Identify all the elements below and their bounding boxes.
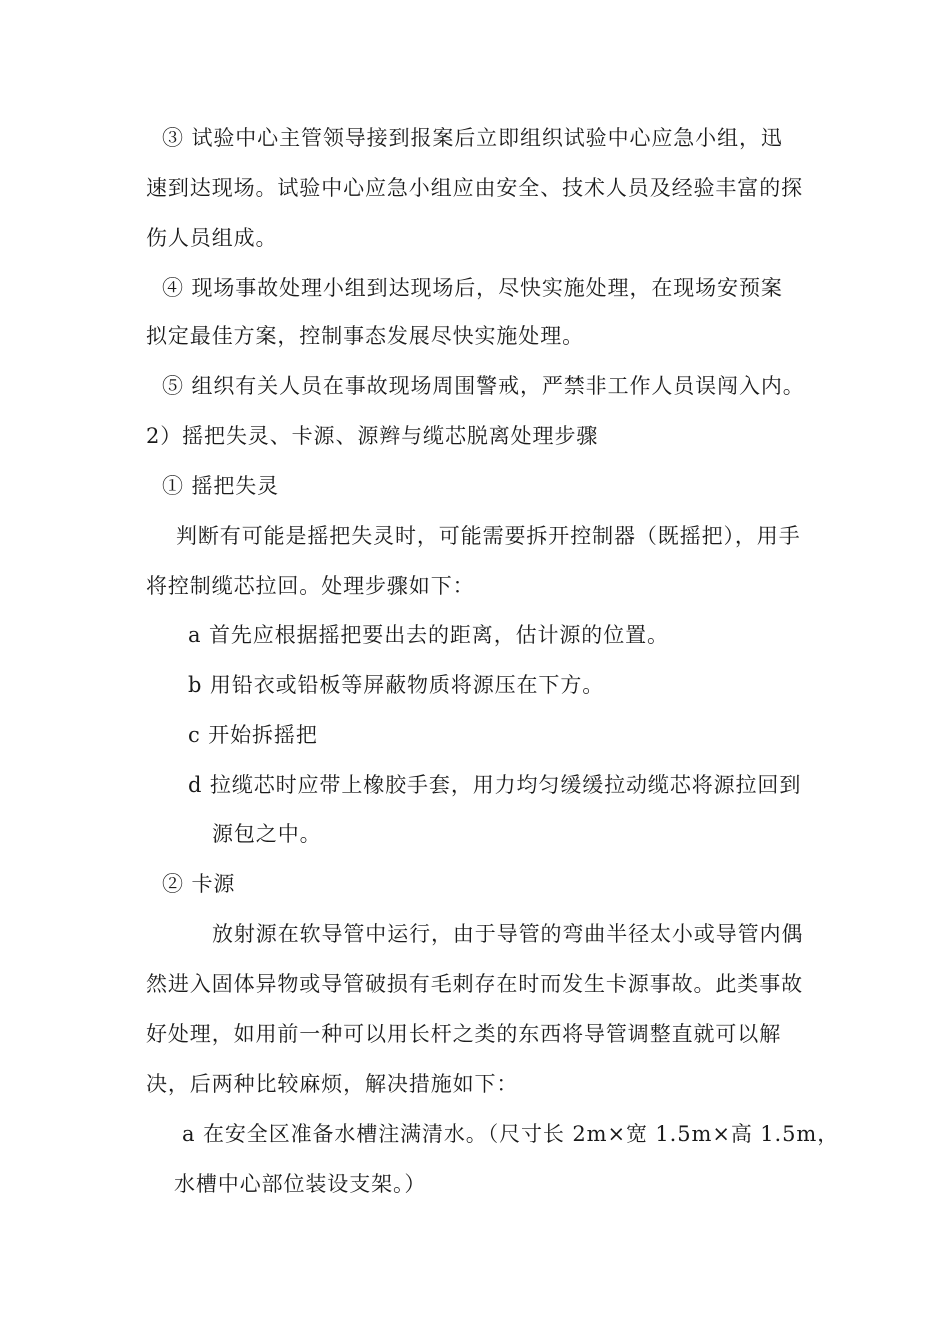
paragraph-line: ④ 现场事故处理小组到达现场后，尽快实施处理，在现场安预案 (162, 276, 783, 300)
paragraph-line: 将控制缆芯拉回。处理步骤如下： (146, 574, 475, 598)
paragraph-line: 速到达现场。试验中心应急小组应由安全、技术人员及经验丰富的探 (146, 176, 803, 200)
paragraph-line: 决，后两种比较麻烦，解决措施如下： (146, 1072, 519, 1096)
paragraph-line: 然进入固体异物或导管破损有毛刺存在时而发生卡源事故。此类事故 (146, 972, 803, 996)
paragraph-line: ⑤ 组织有关人员在事故现场周围警戒，严禁非工作人员误闯入内。 (162, 374, 805, 398)
list-item: b 用铅衣或铅板等屏蔽物质将源压在下方。 (188, 673, 605, 697)
paragraph-line: 拟定最佳方案，控制事态发展尽快实施处理。 (146, 324, 584, 348)
paragraph-line: 判断有可能是摇把失灵时，可能需要拆开控制器（既摇把），用手 (176, 524, 801, 548)
list-item-continuation: 水槽中心部位装设支架。） (174, 1172, 427, 1196)
paragraph-line: ③ 试验中心主管领导接到报案后立即组织试验中心应急小组，迅 (162, 126, 783, 150)
list-item: c 开始拆摇把 (188, 723, 318, 747)
paragraph-line: 好处理，如用前一种可以用长杆之类的东西将导管调整直就可以解 (146, 1022, 782, 1046)
list-item: d 拉缆芯时应带上橡胶手套，用力均匀缓缓拉动缆芯将源拉回到 (188, 773, 802, 797)
list-item: a 首先应根据摇把要出去的距离，估计源的位置。 (188, 623, 669, 647)
list-item: a 在安全区准备水槽注满清水。（尺寸长 2m×宽 1.5m×高 1.5m， (182, 1122, 840, 1146)
list-item-continuation: 源包之中。 (212, 822, 322, 846)
section-heading: 2）摇把失灵、卡源、源辫与缆芯脱离处理步骤 (146, 424, 599, 448)
subsection-heading: ② 卡源 (162, 872, 236, 896)
subsection-heading: ① 摇把失灵 (162, 474, 280, 498)
paragraph-line: 伤人员组成。 (146, 226, 278, 250)
paragraph-line: 放射源在软导管中运行，由于导管的弯曲半径太小或导管内偶 (212, 922, 804, 946)
